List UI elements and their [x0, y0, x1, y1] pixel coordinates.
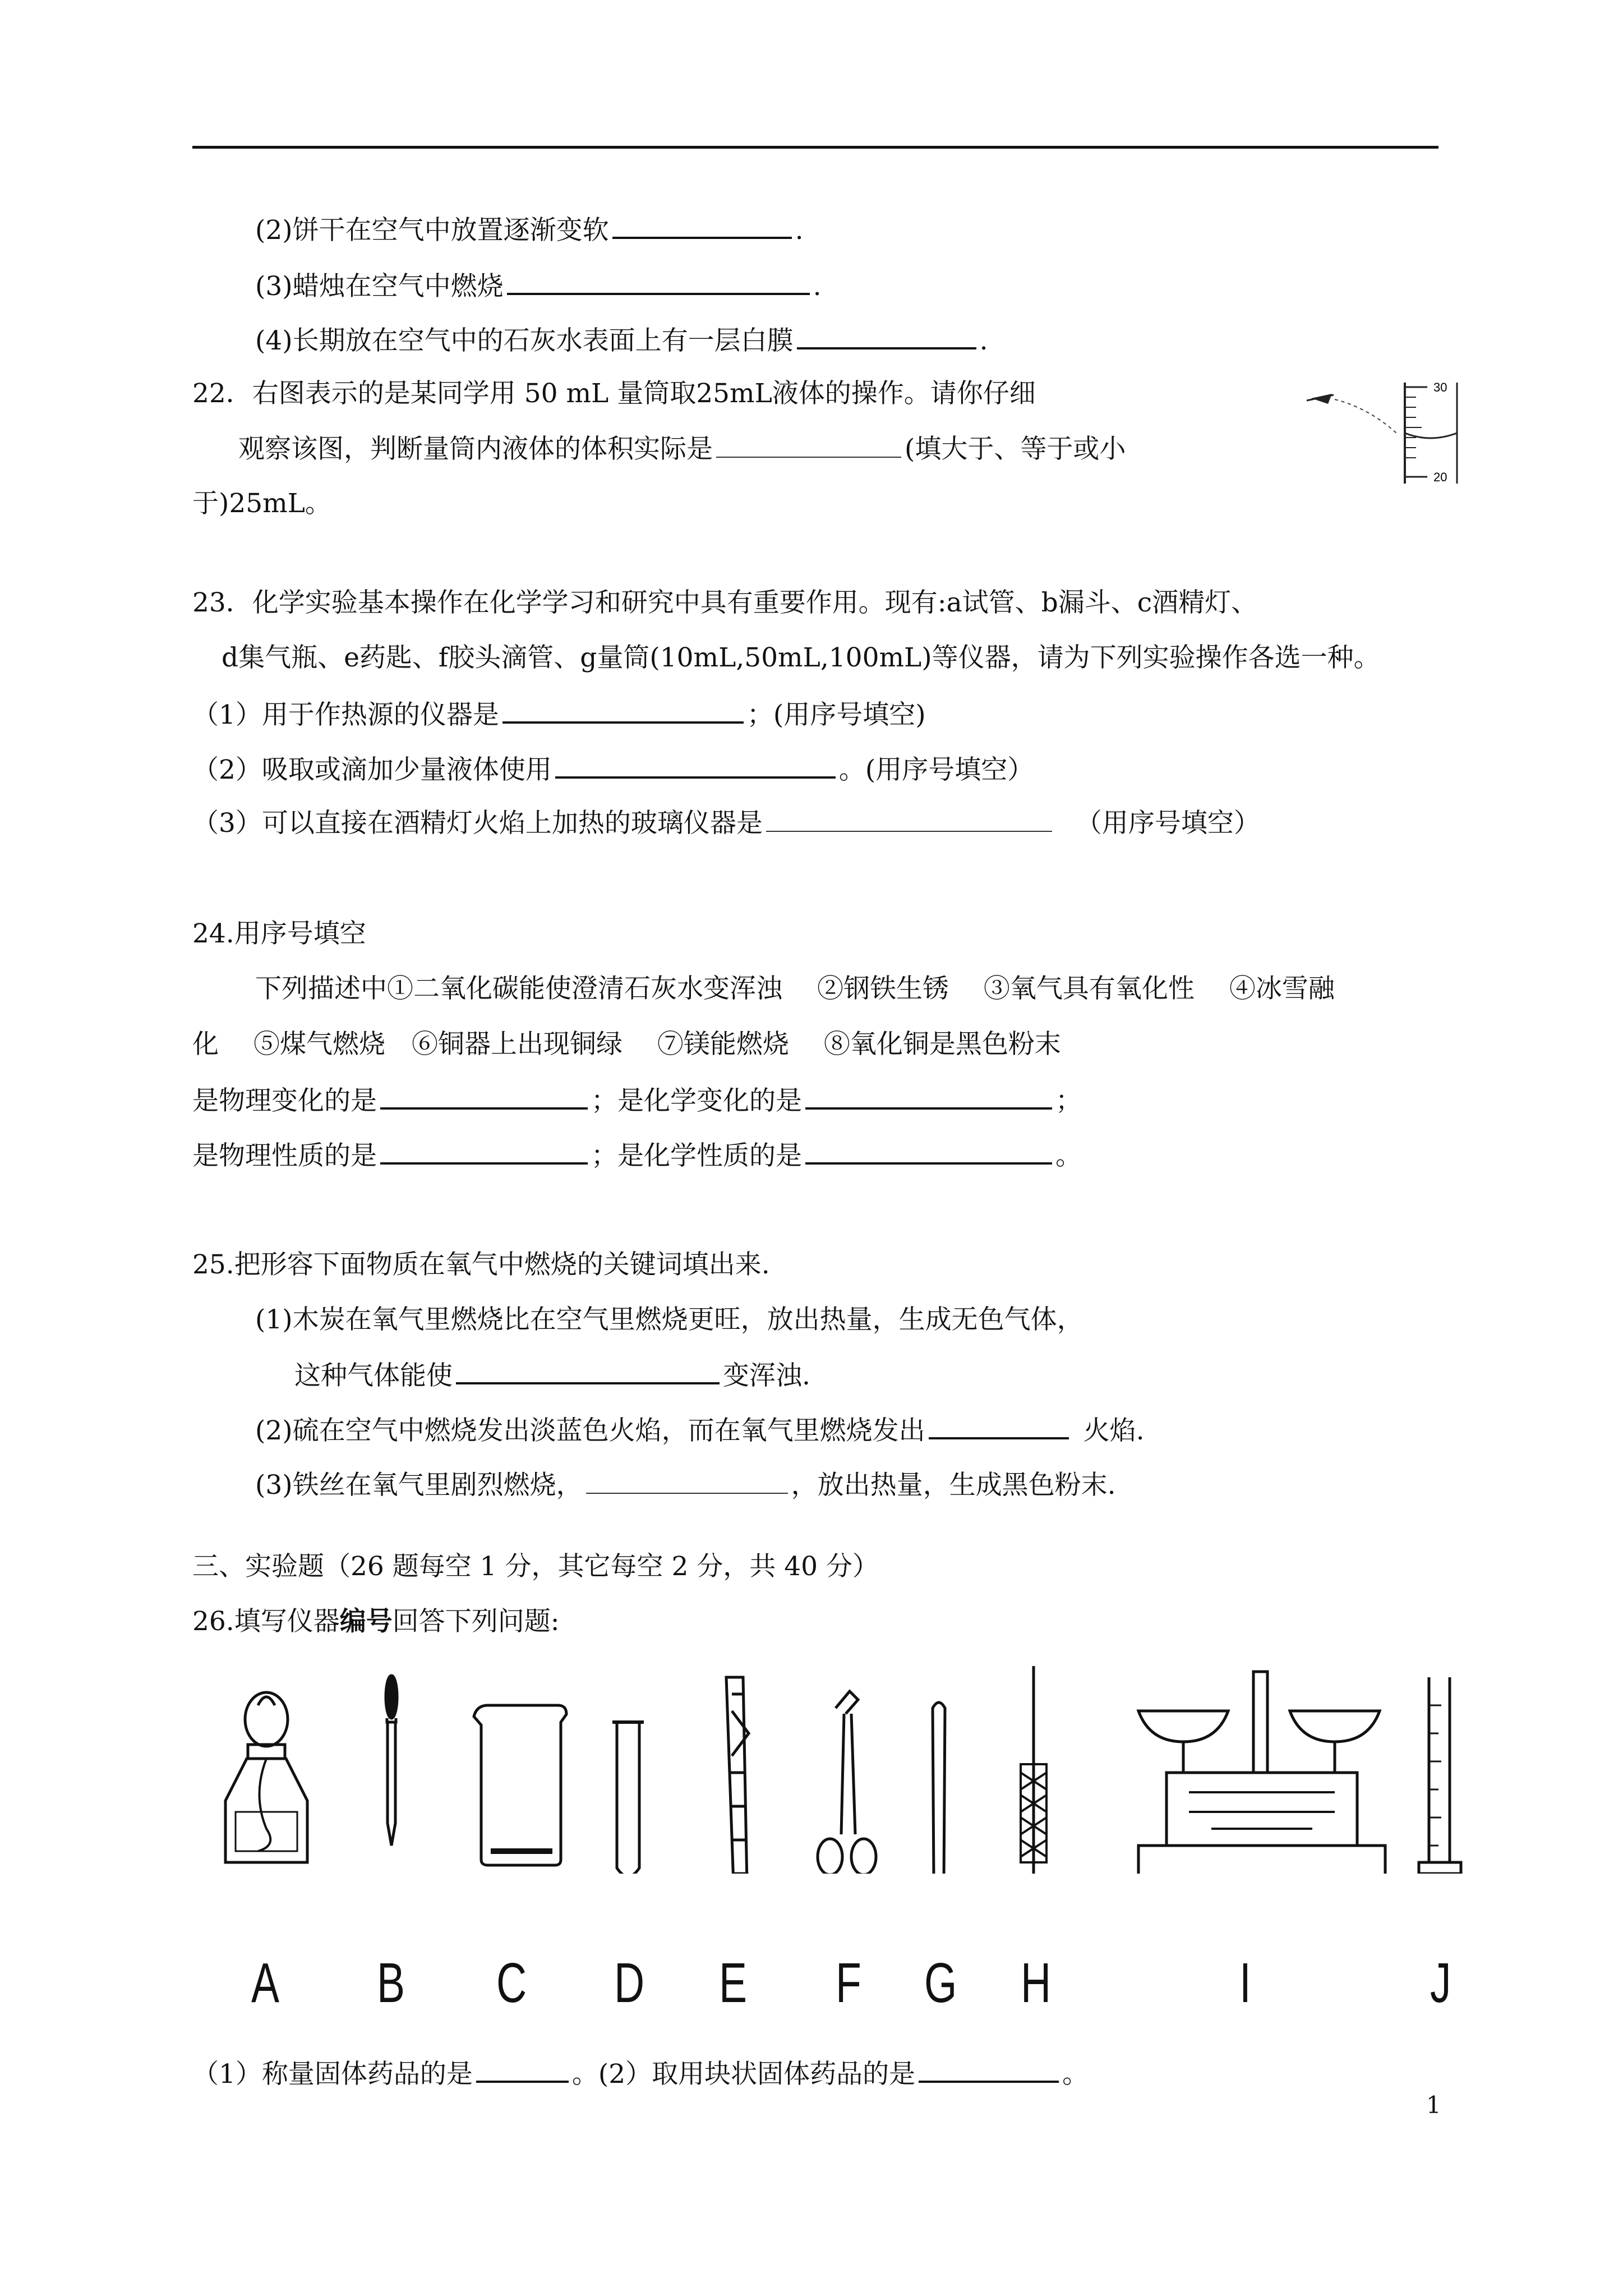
tick-label-top: 30 — [1433, 380, 1447, 394]
q24-blank-phys-change[interactable] — [380, 1083, 588, 1110]
label-g: G — [924, 1952, 957, 2014]
q22-line3: 于)25mL。 — [192, 488, 331, 519]
label-e: E — [719, 1952, 748, 2014]
label-c: C — [496, 1952, 527, 2014]
test-tube-holder-icon — [726, 1677, 749, 1874]
q23-line2: d集气瓶、e药匙、f胶头滴管、g量筒(10mL,50mL,100mL)等仪器，请为下列实验操作各选一种。 — [222, 642, 1380, 673]
q26-title: 26.填写仪器编号回答下列问题: — [192, 1606, 560, 1637]
q23-blank1[interactable] — [502, 697, 744, 724]
q25-item1b: 这种气体能使 变浑浊. — [294, 1358, 810, 1393]
lab-apparatus-figure — [213, 1660, 1475, 1874]
q24-blank-phys-prop[interactable] — [380, 1138, 588, 1165]
beaker-icon — [474, 1705, 566, 1865]
test-tube-brush-icon — [1021, 1666, 1046, 1874]
label-i: I — [1239, 1952, 1251, 2014]
q25-item3: (3)铁丝在氧气里剧烈燃烧， ，放出热量，生成黑色粉末. — [255, 1468, 1116, 1502]
q21-item3: (3)蜡烛在空气中燃烧 . — [255, 268, 822, 303]
balance-icon — [1138, 1672, 1385, 1874]
q23-sub2: （2）吸取或滴加少量液体使用 。(用序号填空） — [192, 752, 1034, 787]
q21-item2: (2)饼干在空气中放置逐渐变软 . — [255, 212, 804, 247]
tick-label-bottom: 20 — [1433, 470, 1447, 484]
q26-subquestions: （1）称量固体药品的是 。(2）取用块状固体药品的是 。 — [192, 2056, 1089, 2091]
q23-sub3: （3）可以直接在酒精灯火焰上加热的玻璃仪器是 （用序号填空） — [192, 806, 1260, 840]
q25-item2: (2)硫在空气中燃烧发出淡蓝色火焰，而在氧气里燃烧发出 火焰. — [255, 1412, 1145, 1448]
q23-blank3[interactable] — [766, 806, 1052, 832]
sight-line — [1335, 399, 1396, 433]
q24-line2: 化 ⑤煤气燃烧 ⑥铜器上出现铜绿 ⑦镁能燃烧 ⑧氧化铜是黑色粉末 — [192, 1029, 1061, 1060]
q21-blank3[interactable] — [507, 268, 810, 295]
apparatus-labels — [213, 1952, 1475, 2014]
section3-title: 三、实验题（26 题每空 1 分，其它每空 2 分，共 40 分） — [192, 1551, 879, 1582]
dropper-icon — [386, 1676, 397, 1846]
q26-blank2[interactable] — [919, 2056, 1059, 2083]
cylinder-scale — [1405, 380, 1457, 484]
label-a: A — [251, 1952, 280, 2014]
q21-item4: (4)长期放在空气中的石灰水表面上有一层白膜 . — [255, 323, 988, 358]
q23-line1: 23．化学实验基本操作在化学学习和研究中具有重要作用。现有:a试管、b漏斗、c酒精灯、 — [192, 587, 1258, 618]
crucible-tongs-icon — [818, 1691, 876, 1874]
q25-item1a: (1)木炭在氧气里燃烧比在空气里燃烧更旺，放出热量，生成无色气体， — [255, 1304, 1083, 1335]
q24-title: 24.用序号填空 — [192, 918, 366, 949]
q25-title: 25.把形容下面物质在氧气中燃烧的关键词填出来. — [192, 1249, 770, 1280]
q25-blank3[interactable] — [586, 1468, 788, 1494]
q23-sub1: （1）用于作热源的仪器是 ；(用序号填空) — [192, 697, 926, 732]
q25-blank2[interactable] — [929, 1412, 1069, 1439]
label-h: H — [1021, 1952, 1052, 2014]
eye-icon — [1307, 394, 1334, 404]
q24-change-row: 是物理变化的是 ；是化学变化的是 ； — [192, 1083, 1082, 1118]
q26-blank1[interactable] — [476, 2056, 569, 2083]
glass-rod-icon — [933, 1703, 945, 1874]
q21-blank2[interactable] — [612, 212, 792, 239]
header-rule — [192, 146, 1438, 149]
q25-blank1[interactable] — [456, 1358, 720, 1384]
test-tube-icon — [612, 1722, 644, 1874]
q21-blank4[interactable] — [797, 323, 976, 349]
page-number: 1 — [1426, 2091, 1441, 2119]
q22-line2: 观察该图，判断量筒内液体的体积实际是 (填大于、等于或小 — [238, 432, 1126, 466]
label-f: F — [836, 1952, 861, 2014]
q22-blank[interactable] — [716, 432, 901, 458]
q22-line1: 22．右图表示的是某同学用 50 mL 量筒取25mL液体的操作。请你仔细 — [192, 378, 1036, 409]
graduated-cylinder-reading-figure — [1301, 377, 1469, 489]
q24-blank-chem-change[interactable] — [805, 1083, 1052, 1110]
label-b: B — [377, 1952, 405, 2014]
q23-blank2[interactable] — [555, 752, 836, 779]
q24-blank-chem-prop[interactable] — [805, 1138, 1052, 1165]
alcohol-lamp-icon — [225, 1692, 307, 1862]
graduated-cylinder-icon — [1419, 1677, 1461, 1874]
label-j: J — [1430, 1952, 1451, 2014]
q24-property-row: 是物理性质的是 ；是化学性质的是 。 — [192, 1138, 1082, 1173]
q24-line1: 下列描述中①二氧化碳能使澄清石灰水变浑浊 ②钢铁生锈 ③氧气具有氧化性 ④冰雪融 — [255, 973, 1335, 1004]
label-d: D — [614, 1952, 645, 2014]
